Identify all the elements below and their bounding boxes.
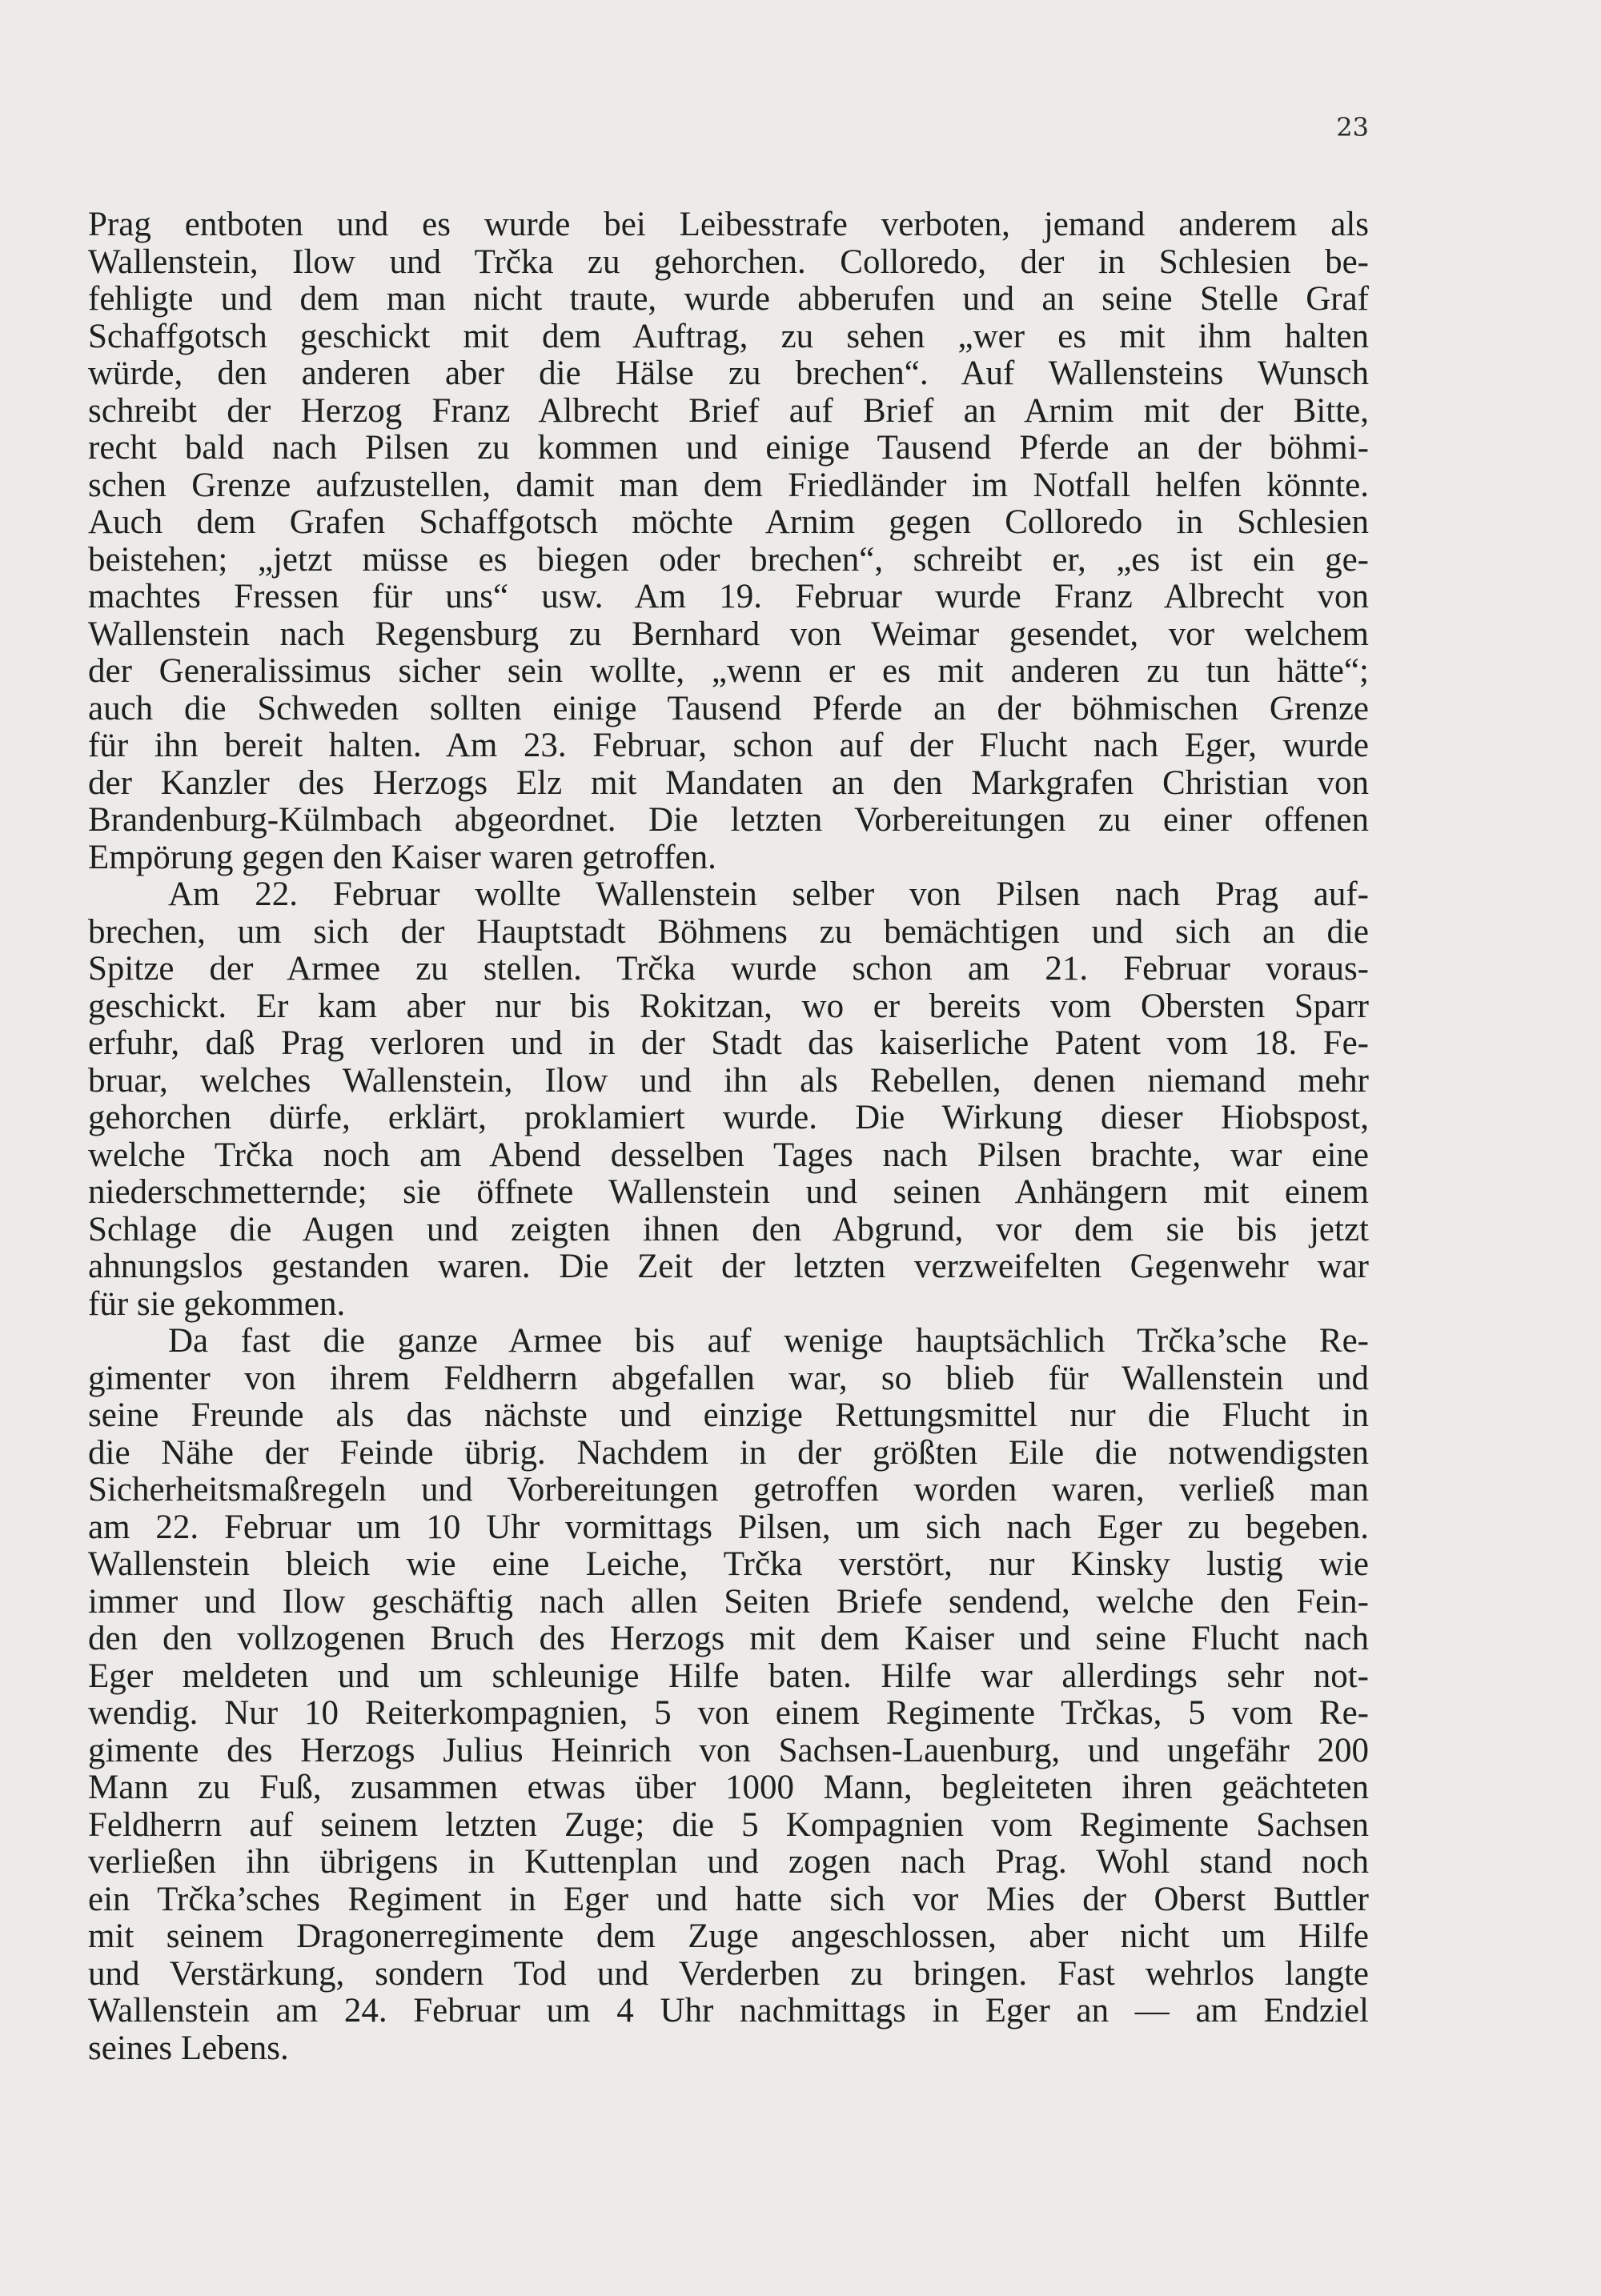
text-line: Wallenstein bleich wie eine Leiche, Trčka verstört, nur Kinsky lustig wie: [88, 1545, 1369, 1583]
text-line: Wallenstein, Ilow und Trčka zu gehorchen. Colloredo, der in Schlesien be-: [88, 242, 1369, 281]
text-line: Sicherheitsmaßregeln und Vorbereitungen getroffen worden waren, verließ man: [88, 1471, 1369, 1509]
text-line: wendig. Nur 10 Reiterkompagnien, 5 von einem Regimente Trčkas, 5 vom Re-: [88, 1694, 1369, 1732]
text-line: Schlage die Augen und zeigten ihnen den Abgrund, vor dem sie bis jetzt: [88, 1210, 1369, 1248]
page-number: 23: [1336, 112, 1369, 142]
text-line: für sie gekommen.: [88, 1284, 346, 1323]
text-line: gimenter von ihrem Feldherrn abgefallen war, so blieb für Wallenstein und: [88, 1359, 1369, 1397]
text-line: am 22. Februar um 10 Uhr vormittags Pilsen, um sich nach Eger zu begeben.: [88, 1508, 1369, 1546]
text-line: brechen, um sich der Hauptstadt Böhmens zu bemächtigen und sich an die: [88, 912, 1369, 951]
text-line: gehorchen dürfe, erklärt, proklamiert wurde. Die Wirkung dieser Hiobspost,: [88, 1099, 1369, 1136]
text-line: Mann zu Fuß, zusammen etwas über 1000 Mann, begleiteten ihren geächteten: [88, 1769, 1369, 1806]
text-line: geschickt. Er kam aber nur bis Rokitzan, wo er bereits vom Obersten Sparr: [88, 987, 1369, 1025]
text-line: schen Grenze aufzustellen, damit man dem Friedländer im Notfall helfen könnte.: [88, 466, 1369, 504]
text-line: und Verstärkung, sondern Tod und Verderben zu bringen. Fast wehrlos langte: [88, 1954, 1369, 1993]
text-line: seine Freunde als das nächste und einzige Rettungsmittel nur die Flucht in: [88, 1396, 1369, 1434]
text-line: der Kanzler des Herzogs Elz mit Mandaten an den Markgrafen Christian von: [88, 763, 1369, 802]
text-line: Brandenburg-Külmbach abgeordnet. Die letzten Vorbereitungen zu einer offenen: [88, 801, 1369, 839]
text-line: Auch dem Grafen Schaffgotsch möchte Arnim gegen Colloredo in Schlesien: [88, 503, 1369, 541]
text-line: die Nähe der Feinde übrig. Nachdem in der größten Eile die notwendigsten: [88, 1433, 1369, 1472]
text-line: der Generalissimus sicher sein wollte, „wenn er es mit anderen zu tun hätte“;: [88, 652, 1369, 690]
text-line: Da fast die ganze Armee bis auf wenige hauptsächlich Trčka’sche Re-: [168, 1322, 1369, 1360]
text-line: seines Lebens.: [88, 2029, 289, 2067]
text-line: fehligte und dem man nicht traute, wurde abberufen und an seine Stelle Graf: [88, 280, 1369, 318]
text-line: Wallenstein am 24. Februar um 4 Uhr nachmittags in Eger an — am Endziel: [88, 1992, 1369, 2030]
text-line: Schaffgotsch geschickt mit dem Auftrag, zu sehen „wer es mit ihm halten: [88, 317, 1369, 355]
text-line: erfuhr, daß Prag verloren und in der Stadt das kaiserliche Patent vom 18. Fe-: [88, 1024, 1369, 1062]
text-line: immer und Ilow geschäftig nach allen Seiten Briefe sendend, welche den Fein-: [88, 1582, 1369, 1621]
text-line: würde, den anderen aber die Hälse zu brechen“. Auf Wallensteins Wunsch: [88, 355, 1369, 392]
text-line: recht bald nach Pilsen zu kommen und einige Tausend Pferde an der böhmi-: [88, 429, 1369, 467]
text-line: Wallenstein nach Regensburg zu Bernhard von Weimar gesendet, vor welchem: [88, 615, 1369, 653]
text-line: mit seinem Dragonerregimente dem Zuge angeschlossen, aber nicht um Hilfe: [88, 1917, 1369, 1955]
text-line: schreibt der Herzog Franz Albrecht Brief auf Brief an Arnim mit der Bitte,: [88, 391, 1369, 430]
text-line: Am 22. Februar wollte Wallenstein selber von Pilsen nach Prag auf-: [168, 876, 1369, 913]
text-line: beistehen; „jetzt müsse es biegen oder brechen“, schreibt er, „es ist ein ge-: [88, 540, 1369, 579]
body-text: [88, 206, 1369, 2067]
text-line: Eger meldeten und um schleunige Hilfe baten. Hilfe war allerdings sehr not-: [88, 1657, 1369, 1695]
text-line: welche Trčka noch am Abend desselben Tages nach Pilsen brachte, war eine: [88, 1136, 1369, 1174]
text-line: ahnungslos gestanden waren. Die Zeit der letzten verzweifelten Gegenwehr war: [88, 1248, 1369, 1285]
text-line: den den vollzogenen Bruch des Herzogs mit dem Kaiser und seine Flucht nach: [88, 1620, 1369, 1657]
text-line: verließen ihn übrigens in Kuttenplan und zogen nach Prag. Wohl stand noch: [88, 1843, 1369, 1881]
text-line: Feldherrn auf seinem letzten Zuge; die 5 Kompagnien vom Regimente Sachsen: [88, 1805, 1369, 1844]
text-line: machtes Fressen für uns“ usw. Am 19. Februar wurde Franz Albrecht von: [88, 578, 1369, 615]
text-line: bruar, welches Wallenstein, Ilow und ihn als Rebellen, denen niemand mehr: [88, 1061, 1369, 1100]
text-line: auch die Schweden sollten einige Tausend Pferde an der böhmischen Grenze: [88, 689, 1369, 727]
text-line: gimente des Herzogs Julius Heinrich von Sachsen-Lauenburg, und ungefähr 200: [88, 1731, 1369, 1769]
text-line: Spitze der Armee zu stellen. Trčka wurde schon am 21. Februar voraus-: [88, 950, 1369, 988]
text-line: Empörung gegen den Kaiser waren getroffen.: [88, 838, 716, 876]
text-line: Prag entboten und es wurde bei Leibesstrafe verboten, jemand anderem als: [88, 206, 1369, 243]
text-line: für ihn bereit halten. Am 23. Februar, schon auf der Flucht nach Eger, wurde: [88, 727, 1369, 764]
text-line: ein Trčka’sches Regiment in Eger und hatte sich vor Mies der Oberst Buttler: [88, 1880, 1369, 1918]
text-line: niederschmetternde; sie öffnete Wallenstein und seinen Anhängern mit einem: [88, 1173, 1369, 1211]
